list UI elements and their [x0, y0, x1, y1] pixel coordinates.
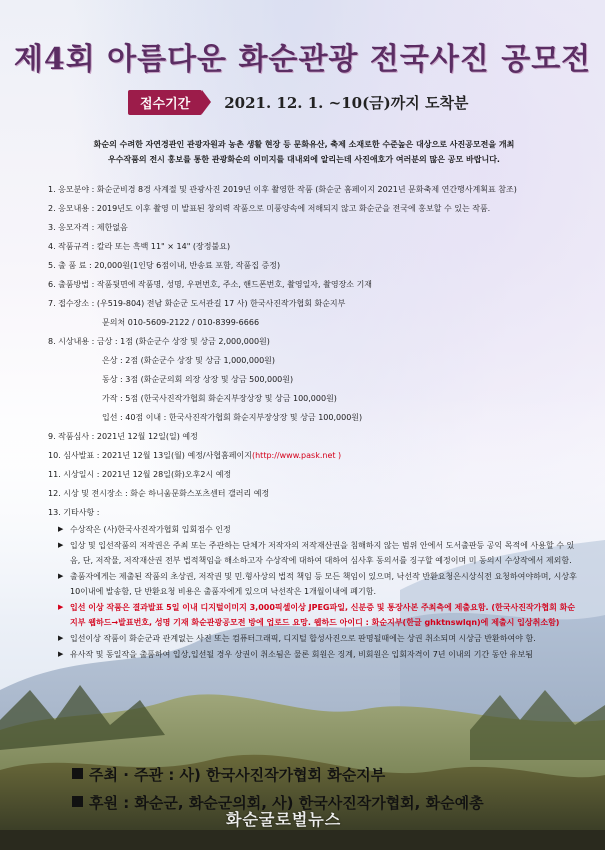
item-content: 2. 응모내용 : 2019년도 이후 촬영 미 발표된 창의력 작품으로 미풍양속에 저해되지 않고 화순군을 전국에 홍보할 수 있는 작품.	[48, 204, 491, 213]
intro-text	[34, 137, 574, 167]
note-item: ▶ 유사작 및 동일작을 출품하여 입상,입선될 경우 상권이 취소됨은 물론 회원은 징계, 비회원은 입회자격이 7년 이내의 기간 동안 유보됨	[48, 647, 580, 662]
award-bronze: 동상 : 3점 (화순군의회 의장 상장 및 상금 500,000원)	[102, 375, 294, 384]
item-eligibility: 3. 응모자격 : 제한없음	[48, 223, 128, 232]
item-address: 7. 접수장소 : (우519-804) 전남 화순군 도서관길 17 사) 한국사진작가협회 화순지부	[48, 299, 346, 308]
other-notes-heading: 13. 기타사항 :	[48, 508, 100, 517]
award-selected: 입선 : 40점 이내 : 한국사진작가협회 화순지부장상장 및 상금 100,000원)	[102, 413, 363, 422]
support-text: 후원 : 화순군, 화순군의회, 사) 한국사진작가협회, 화순예총	[89, 794, 484, 812]
award-gold: 금상 : 1점 (화순군수 상장 및 상금 2,000,000원)	[96, 337, 270, 346]
guidelines	[48, 180, 578, 663]
item-fee: 5. 출 품 료 : 20,000원(1인당 6점이내, 반송료 포함, 작품집 증정)	[48, 261, 281, 270]
note-item: ▶ 입선이상 작품이 화순군과 관계없는 사진 또는 컴퓨터그래픽, 디지털 합성사진으로 판명될때에는 상권 취소되며 시상금 반환하여야 함.	[48, 631, 580, 646]
contact-line: 문의처 010-5609-2122 / 010-8399-6666	[102, 318, 260, 327]
host-text: 주최 · 주관 : 사) 한국사진작가협회 화순지부	[89, 766, 386, 784]
note-item: ▶ 입상 및 입선작품의 저작권은 주최 또는 주관하는 단체가 저작자의 저작재산권을 침해하지 않는 범위 안에서 도서출판등 공익 목적에 사용할 수 있음, 단, 저작물, 저작재산권 전부 법적책임을 해소하고자 수상작에 대하여 대하여 심사후 동의서를 징구할 예정이며 미 동의시 수상작에서 제외함.	[48, 538, 580, 568]
square-bullet-icon	[72, 796, 83, 807]
ceremony-date: 11. 시상일시 : 2021년 12월 28일(화)오후2시 예정	[48, 470, 232, 479]
note-item: ▶ 수상작은 (사)한국사진작가협회 입회점수 인정	[48, 522, 580, 537]
pask-link[interactable]: (http://www.pask.net )	[251, 451, 342, 460]
announcement-text: 10. 심사발표 : 2021년 12월 13일(월) 예정/사협홈페이지	[48, 451, 252, 460]
item-field: 1. 응모분야 : 화순군비경 8경 사계절 및 관광사진 2019년 이후 촬영한 작품 (화순군 홈페이지 2021년 문화축제 연간행사계획표 참조)	[48, 185, 517, 194]
period-text: 2021. 12. 1. ~10(금)까지 도착분	[224, 93, 469, 112]
page-title: 제4회 아름다운 화순관광 전국사진 공모전	[13, 42, 592, 77]
awards-first	[48, 332, 578, 351]
watermark: 화순굴로벌뉴스	[226, 810, 342, 829]
judging-date: 9. 작품심사 : 2021년 12월 12일(일) 예정	[48, 432, 198, 441]
ceremony-venue: 12. 시상 및 전시장소 : 화순 하니움문화스포츠센터 갤러리 예정	[48, 489, 270, 498]
intro-line: 화순의 수려한 자연경관인 관광자원과 농촌 생활 현장 등 문화유산, 축제 소재로한 수준높은 대상으로 사진공모전을 개최	[93, 140, 515, 149]
square-bullet-icon	[72, 768, 83, 779]
announcement	[48, 446, 578, 465]
award-honorable: 가작 : 5점 (한국사진작가협회 화순지부장상장 및 상금 100,000원)	[102, 394, 337, 403]
note-item-important: ▶ 입선 이상 작품은 결과발표 5일 이내 디지털이미지 3,000픽셀이상 JPEG파일, 신분증 및 통장사본 주최측에 제출요함. (한국사진작가협회 화순지부 웹하드→발표번호, 성명 기재 화순관광공모전 방에 업로드 요망. 웹하드 아이디 : 화순지부(한글 ghktnswlqn)에 제출시 입상취소함)	[48, 600, 580, 630]
award-silver: 은상 : 2점 (화순군수 상장 및 상금 1,000,000원)	[102, 356, 276, 365]
item-method: 6. 출품방법 : 작품뒷면에 작품명, 성명, 우편번호, 주소, 핸드폰번호, 촬영일자, 촬영장소 기재	[48, 280, 373, 289]
host-line	[72, 764, 592, 785]
note-item: ▶ 출품자에게는 제출된 작품의 초상권, 저작권 및 민.형사상의 법적 책임 등 모든 책임이 있으며, 낙선작 반환요청은시상식전 요청하여야하며, 시상후 10이내에 발송함, 단 반환요청 비용은 출품자에게 있으며 낙선작은 1개월이내에 폐기함.	[48, 569, 580, 599]
item-size: 4. 작품규격 : 칼라 또는 흑백 11" × 14" (장정불요)	[48, 242, 231, 251]
intro-line: 우수작품의 전시 홍보를 통한 관광화순의 이미지를 대내외에 알리는데 사진애호가 여러분의 많은 공모 바랍니다.	[108, 155, 500, 164]
submission-period	[128, 90, 468, 114]
awards-label: 8. 시상내용 :	[48, 337, 95, 346]
other-notes	[48, 522, 578, 662]
period-label: 접수기간	[128, 90, 202, 115]
